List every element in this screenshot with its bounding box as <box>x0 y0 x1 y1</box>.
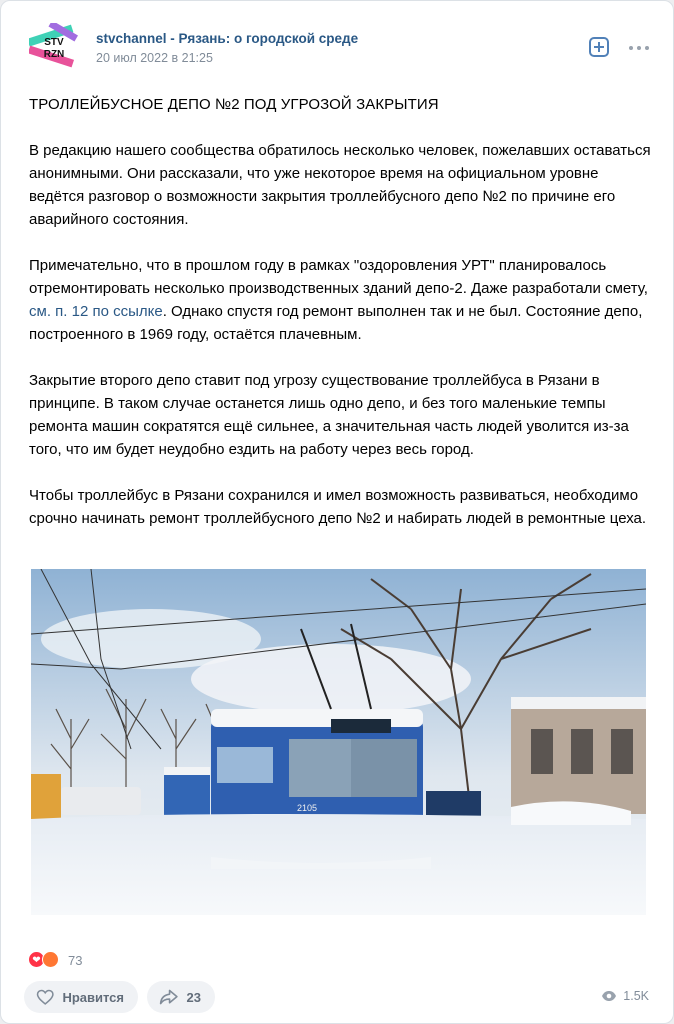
share-icon <box>159 987 179 1007</box>
paragraph-2-text-a: Примечательно, что в прошлом году в рамках "оздоровления УРТ" планировалось отремонтировать несколько производственных зданий депо-2. Даже разработали смету, <box>29 257 648 297</box>
views-counter <box>601 989 649 1003</box>
reactions-count: 73 <box>68 953 83 968</box>
svg-text:RZN: RZN <box>43 49 65 60</box>
post-actions <box>24 981 649 1013</box>
community-avatar[interactable] <box>29 23 79 71</box>
author-link[interactable]: stvchannel - Рязань: о городской среде <box>96 31 359 46</box>
post-photo[interactable] <box>31 569 646 915</box>
like-label: Нравится <box>62 989 124 1005</box>
post-paragraph-1: В редакцию нашего сообщества обратилось несколько человек, пожелавших оставаться анонимными. Они рассказали, что уже некоторое время на официальном уровне ведётся разговор о возможности закрытия троллейбусного депо №2 по причине его аварийного состояния. <box>29 142 651 228</box>
svg-text:STV: STV <box>44 37 64 48</box>
paragraph-2-text-b: . Однако спустя год ремонт выполнен так и не был. Состояние депо, построенного в 1969 году, остаётся плачевным. <box>29 303 643 343</box>
angry-reaction-icon <box>42 951 59 968</box>
heart-reaction-icon: ❤ <box>28 951 45 968</box>
post-date[interactable]: 20 июл 2022 в 21:25 <box>96 51 213 65</box>
more-options-icon[interactable] <box>629 45 649 51</box>
estimate-link[interactable]: см. п. 12 по ссылке <box>29 303 163 320</box>
eye-icon <box>601 990 617 1002</box>
views-count: 1.5K <box>623 989 649 1003</box>
like-button[interactable] <box>24 981 138 1013</box>
heart-outline-icon <box>36 987 54 1007</box>
post-title: ТРОЛЛЕЙБУСНОЕ ДЕПО №2 ПОД УГРОЗОЙ ЗАКРЫТИЯ <box>29 96 439 113</box>
share-button[interactable] <box>147 981 215 1013</box>
post-paragraph-2 <box>29 254 651 346</box>
bus-number: 2105 <box>297 803 318 813</box>
post-paragraph-3: Закрытие второго депо ставит под угрозу существование троллейбуса в Рязани в принципе. В таком случае останется лишь одно депо, и без того маленькие темпы ремонта машин сократятся ещё сильнее, а значительная часть людей уволится из-за того, что им будет неудобно ездить на работу через весь город. <box>29 372 629 458</box>
add-icon[interactable] <box>589 37 609 57</box>
share-count: 23 <box>186 989 201 1005</box>
post-paragraph-4: Чтобы троллейбус в Рязани сохранился и имел возможность развиваться, необходимо срочно начинать ремонт троллейбусного депо №2 и набирать людей в ремонтные цеха. <box>29 487 647 527</box>
post-header <box>29 23 649 71</box>
